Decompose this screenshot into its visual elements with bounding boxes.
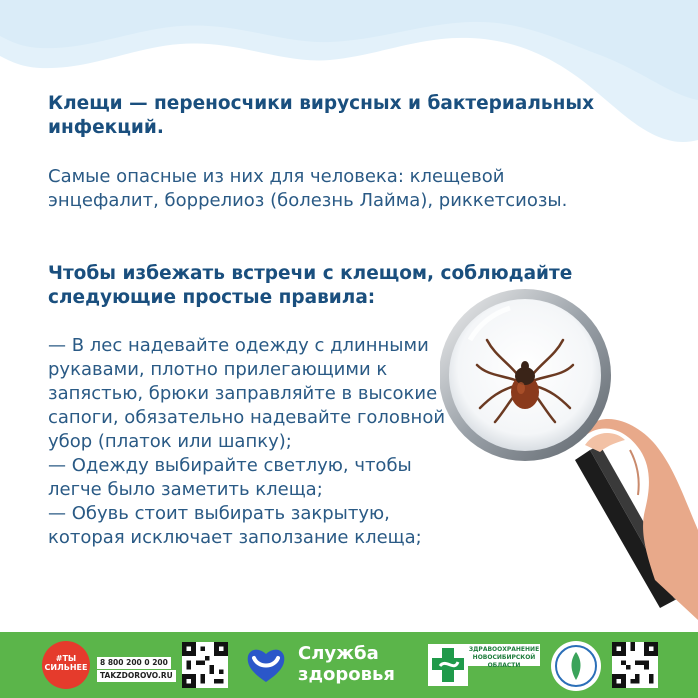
heart-service-icon: [244, 644, 288, 686]
rule-item-light-clothes: — Одежду выбирайте светлую, чтобы легче было заметить клеща;: [48, 455, 412, 500]
health-dept-line2: НОВОСИБИРСКОЙ ОБЛАСТИ: [472, 654, 536, 669]
health-dept-line1: ЗДРАВООХРАНЕНИЕ: [468, 646, 540, 653]
health-dept-name: [468, 644, 540, 669]
heading-rules: Чтобы избежать встречи с клещом, соблюдайте следующие простые правила:: [48, 263, 573, 308]
dangerous-diseases-text: Самые опасные из них для человека: клещевой энцефалит, боррелиоз (болезнь Лайма), риккетсиозы.: [48, 166, 568, 211]
rule-item-clothing: — В лес надевайте одежду с длинными рукавами, плотно прилегающими к запястью, брюки заправляйте в высокие сапоги, обязательно надевайте головной убор (платок или шапку);: [48, 335, 446, 452]
service-name-line1: Служба: [298, 643, 379, 664]
health-cross-icon: [428, 644, 468, 686]
rules-list: [48, 334, 468, 550]
qr-code-1[interactable]: [182, 642, 228, 688]
heading-ticks-infections: Клещи — переносчики вирусных и бактериальных инфекций.: [48, 93, 595, 138]
rule-item-closed-shoes: — Обувь стоит выбирать закрытую, которая исключает заползание клеща;: [48, 503, 422, 548]
hotline-phone: 8 800 200 0 200: [97, 657, 171, 669]
takzdorovo-site: TAKZDOROVO.RU: [97, 670, 176, 682]
ty-silnee-logo-text: #ТЫ СИЛЬНЕЕ: [44, 654, 88, 672]
qr-code-2[interactable]: [612, 642, 658, 688]
service-name-line2: здоровья: [298, 664, 395, 685]
regional-emblem-icon: [550, 640, 602, 692]
footer-bar: [0, 632, 698, 698]
magnifier-tick-illustration: [440, 280, 698, 620]
